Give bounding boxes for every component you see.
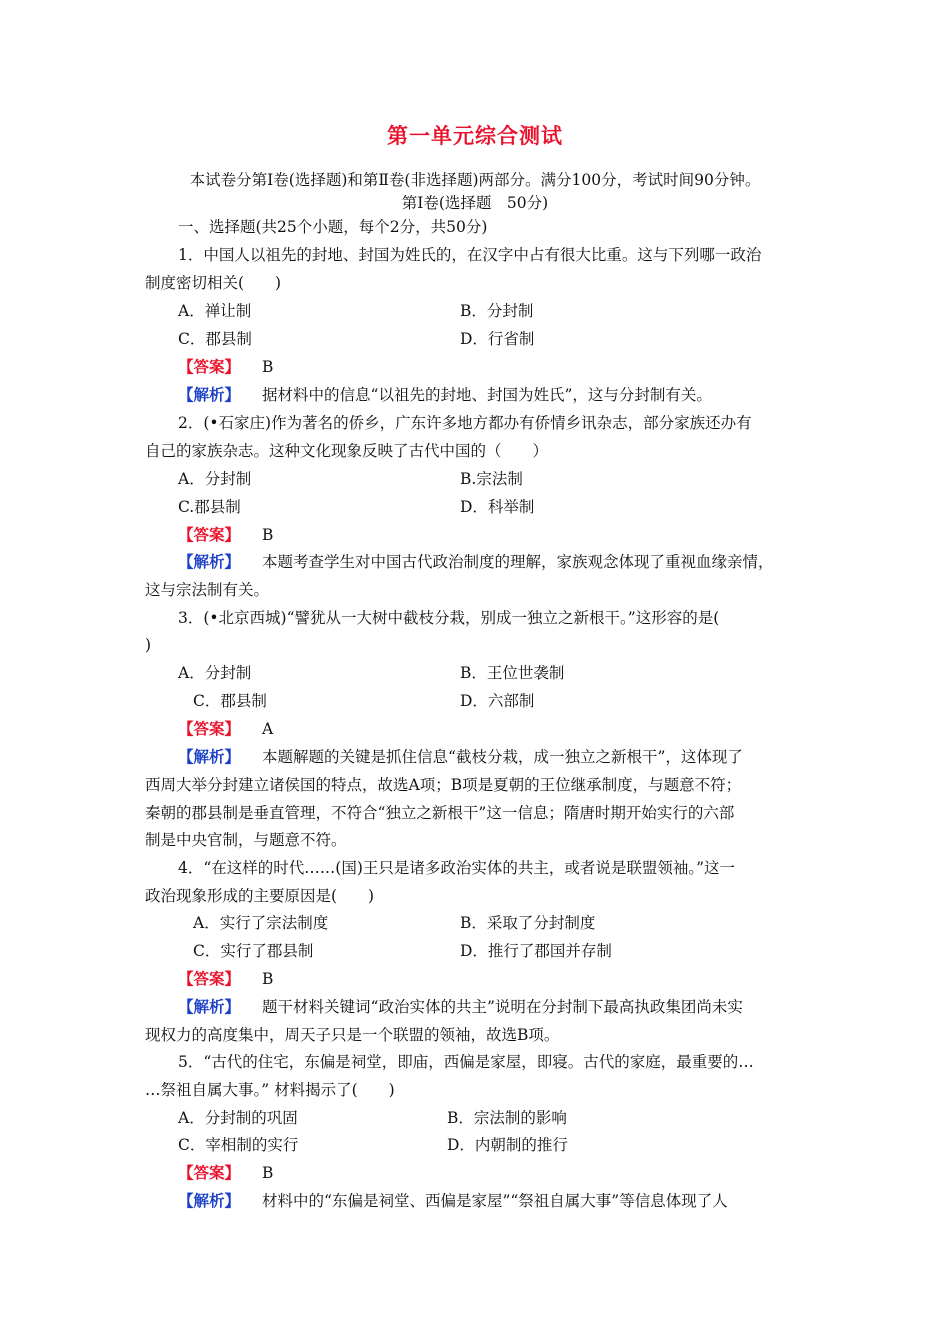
question-4-answer <box>178 969 273 989</box>
question-3-option-d: D．六部制 <box>460 692 535 710</box>
explain-text: 材料中的“东偏是祠堂、西偏是家屋”“祭祖自属大事”等信息体现了人 <box>262 1192 728 1210</box>
explain-label: 【解析】 <box>178 385 241 404</box>
question-1-option-c: C．郡县制 <box>178 330 252 348</box>
explain-text: 本题解题的关键是抓住信息“截枝分栽，成一独立之新根干”，这体现了 <box>262 748 743 766</box>
question-1-option-a: A．禅让制 <box>178 302 252 320</box>
question-3-explanation-line-2: 西周大举分封建立诸侯国的特点，故选A项；B项是夏朝的王位继承制度，与题意不符； <box>145 776 742 794</box>
question-4-stem-line-2: 政治现象形成的主要原因是( ) <box>145 887 375 905</box>
question-4-option-b: B．采取了分封制度 <box>460 914 596 932</box>
question-1-answer <box>178 357 273 377</box>
explain-text: 本题考查学生对中国古代政治制度的理解，家族观念体现了重视血缘亲情， <box>262 553 774 571</box>
answer-label: 【答案】 <box>178 525 241 544</box>
explain-text: 题干材料关键词“政治实体的共主”说明在分封制下最高执政集团尚未实 <box>262 998 743 1016</box>
question-4-explanation <box>178 997 743 1017</box>
question-5-explanation <box>178 1191 728 1211</box>
question-2-option-b: B.宗法制 <box>460 470 523 488</box>
answer-value: B <box>262 970 274 988</box>
question-2-option-a: A．分封制 <box>178 470 252 488</box>
answer-value: A <box>262 720 274 738</box>
explain-label: 【解析】 <box>178 552 241 571</box>
question-2-stem-line-1: 2．(•石家庄)作为著名的侨乡，广东许多地方都办有侨情乡讯杂志，部分家族还办有 <box>178 414 752 432</box>
answer-label: 【答案】 <box>178 1163 241 1182</box>
question-5-stem-line-2: …祭祖自属大事。” 材料揭示了( ) <box>145 1081 395 1099</box>
answer-label: 【答案】 <box>178 969 241 988</box>
question-1-stem-line-1: 1．中国人以祖先的封地、封国为姓氏的，在汉字中占有很大比重。这与下列哪一政治 <box>178 246 762 264</box>
question-3-answer <box>178 719 273 739</box>
section-heading: 一、选择题(共25个小题，每个2分，共50分) <box>178 218 488 236</box>
question-1-stem-line-2: 制度密切相关( ) <box>145 274 282 292</box>
question-3-option-c: C．郡县制 <box>193 692 267 710</box>
question-2-answer <box>178 525 273 545</box>
question-4-option-a: A．实行了宗法制度 <box>193 914 329 932</box>
question-3-option-b: B．王位世袭制 <box>460 664 565 682</box>
question-5-stem-line-1: 5．“古代的住宅，东偏是祠堂，即庙，西偏是家屋，即寝。古代的家庭，最重要的… <box>178 1053 754 1071</box>
question-2-option-c: C.郡县制 <box>178 498 241 516</box>
question-2-explanation-line-2: 这与宗法制有关。 <box>145 581 270 599</box>
question-3-explanation <box>178 747 743 767</box>
answer-value: B <box>262 1164 274 1182</box>
question-2-option-d: D．科举制 <box>460 498 535 516</box>
question-1-explanation <box>178 385 712 405</box>
exam-intro: 本试卷分第Ⅰ卷(选择题)和第Ⅱ卷(非选择题)两部分。满分100分，考试时间90分钟。 <box>189 171 761 189</box>
page-title: 第一单元综合测试 <box>387 123 563 148</box>
question-5-option-a: A．分封制的巩固 <box>178 1109 298 1127</box>
question-5-answer <box>178 1163 273 1183</box>
explain-label: 【解析】 <box>178 747 241 766</box>
question-5-option-c: C．宰相制的实行 <box>178 1136 299 1154</box>
answer-label: 【答案】 <box>178 719 241 738</box>
question-4-option-c: C．实行了郡县制 <box>193 942 314 960</box>
question-2-stem-line-2: 自己的家族杂志。这种文化现象反映了古代中国的（ ） <box>145 442 549 460</box>
question-5-option-d: D．内朝制的推行 <box>447 1136 568 1154</box>
question-3-explanation-line-3: 秦朝的郡县制是垂直管理，不符合“独立之新根干”这一信息；隋唐时期开始实行的六部 <box>145 804 735 822</box>
question-3-stem-line-2: ) <box>145 636 152 654</box>
explain-label: 【解析】 <box>178 1191 241 1210</box>
answer-value: B <box>262 358 274 376</box>
question-3-stem-line-1: 3．(•北京西城)“譬犹从一大树中截枝分栽，别成一独立之新根干。”这形容的是( <box>178 609 720 627</box>
question-3-explanation-line-4: 制是中央官制，与题意不符。 <box>145 831 347 849</box>
answer-value: B <box>262 526 274 544</box>
question-4-stem-line-1: 4．“在这样的时代……(国)王只是诸多政治实体的共主，或者说是联盟领袖。”这一 <box>178 859 736 877</box>
explain-text: 据材料中的信息“以祖先的封地、封国为姓氏”，这与分封制有关。 <box>262 386 712 404</box>
explain-label: 【解析】 <box>178 997 241 1016</box>
question-5-option-b: B．宗法制的影响 <box>447 1109 567 1127</box>
question-3-option-a: A．分封制 <box>178 664 252 682</box>
part-heading: 第Ⅰ卷(选择题 50分) <box>401 194 549 212</box>
question-1-option-d: D．行省制 <box>460 330 535 348</box>
question-4-explanation-line-2: 现权力的高度集中，周天子只是一个联盟的领袖，故选B项。 <box>145 1026 560 1044</box>
question-4-option-d: D．推行了郡国并存制 <box>460 942 612 960</box>
question-1-option-b: B．分封制 <box>460 302 534 320</box>
answer-label: 【答案】 <box>178 357 241 376</box>
question-2-explanation <box>178 552 774 572</box>
